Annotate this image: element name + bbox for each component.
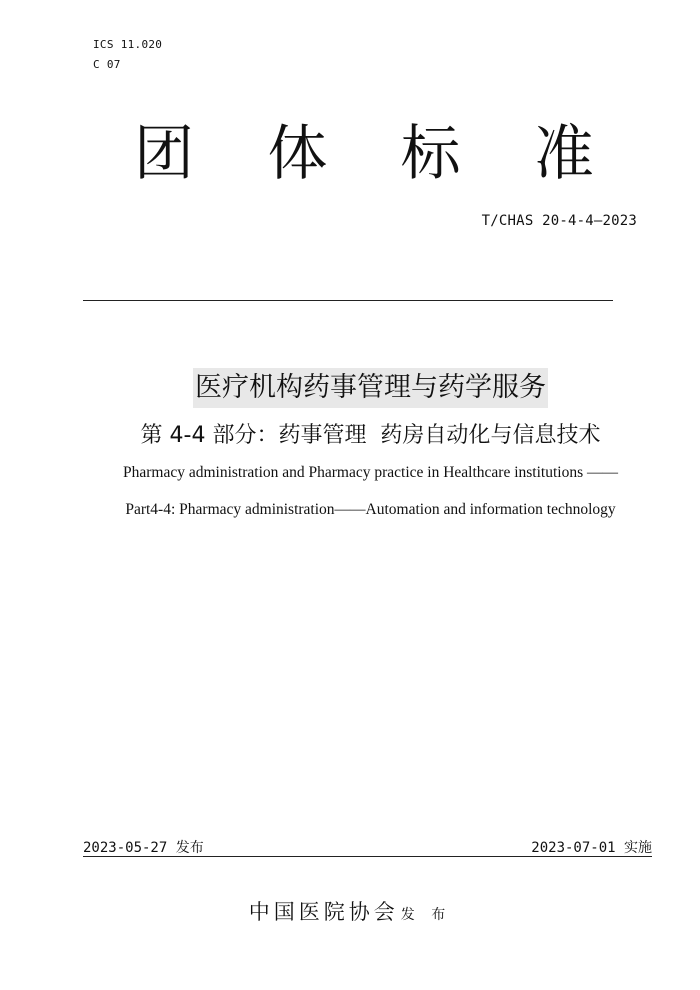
english-title-line-1: Pharmacy administration and Pharmacy practice in Healthcare institutions ——	[123, 464, 618, 481]
standard-type-title	[124, 118, 604, 190]
main-title	[0, 368, 700, 408]
title-char: 体	[267, 119, 328, 189]
ics-code: ICS 11.020	[93, 38, 163, 51]
bottom-divider	[83, 856, 652, 857]
publisher	[0, 897, 700, 927]
main-title-text: 医疗机构药事管理与药学服务	[193, 368, 548, 408]
title-char: 准	[533, 119, 594, 189]
publisher-name: 中国医院协会	[248, 900, 399, 924]
part-title: 第 4-4 部分：药事管理 药房自动化与信息技术	[140, 423, 601, 448]
top-divider	[83, 300, 613, 301]
ccs-code: C 07	[93, 58, 121, 71]
publisher-suffix: 发 布	[400, 907, 452, 923]
standard-number: T/CHAS 20-4-4—2023	[481, 213, 637, 229]
title-char: 标	[400, 119, 461, 189]
title-char: 团	[134, 119, 194, 189]
implementation-date: 2023-07-01 实施	[531, 840, 652, 856]
english-title-line-2: Part4-4: Pharmacy administration——Automation and information technology	[125, 501, 616, 518]
issue-date: 2023-05-27 发布	[83, 840, 204, 856]
